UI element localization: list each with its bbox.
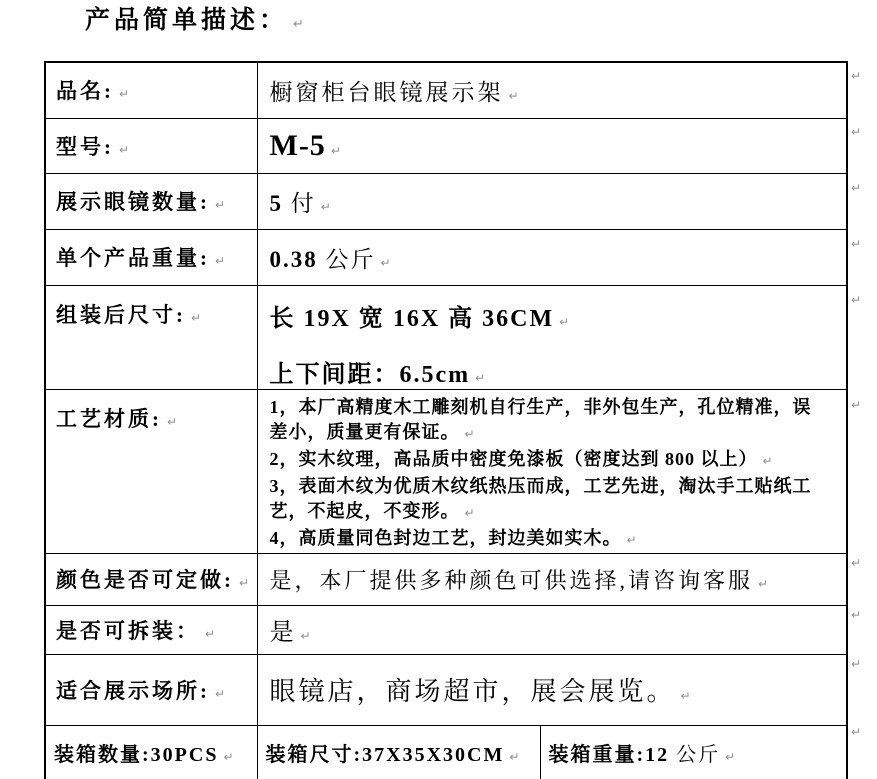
paragraph-mark-icon: ↵ (119, 87, 130, 102)
paragraph-mark-icon: ↵ (215, 686, 226, 701)
spec-value-unit-weight: 0.38 公斤 ↵ (257, 229, 847, 285)
spec-label-display-quantity: 展示眼镜数量: ↵ (45, 173, 257, 229)
product-spec-table (44, 61, 848, 779)
spec-label-unit-weight: 单个产品重量: ↵ (45, 229, 257, 285)
spec-value-display-venue: 眼镜店，商场超市，展会展览。 ↵ (257, 654, 847, 725)
spec-label-detachable: 是否可拆装： ↵ (45, 605, 257, 654)
row-end-mark-icon: ↵ (851, 237, 862, 251)
assembled-size-line1: 长 19X 宽 16X 高 36CM ↵ (269, 305, 570, 332)
page-title-text: 产品简单描述： (85, 7, 289, 34)
paragraph-mark-icon: ↵ (330, 143, 341, 158)
table-row (45, 118, 847, 173)
craft-line: 艺，不起皮，不变形。 ↵ (269, 500, 475, 521)
paragraph-mark-icon: ↵ (239, 576, 250, 590)
spec-label-color-customizable: 颜色是否可定做: ↵ (45, 553, 257, 605)
table-row (45, 654, 847, 725)
packing-quantity-cell: 装箱数量:30PCS ↵ (45, 725, 257, 779)
packing-size-cell: 装箱尺寸:37X35X30CM ↵ (257, 725, 540, 779)
paragraph-mark-icon: ↵ (205, 626, 216, 641)
packing-weight-cell: 装箱重量:12 公斤 ↵ (540, 725, 847, 779)
paragraph-mark-icon: ↵ (559, 314, 570, 329)
paragraph-mark-icon: ↵ (725, 750, 736, 765)
spec-label-assembled-size: 组装后尺寸: ↵ (45, 285, 257, 389)
paragraph-mark-icon: ↵ (509, 750, 520, 765)
table-row (45, 389, 847, 553)
spec-value-assembled-size (257, 285, 847, 389)
row-end-mark-icon: ↵ (851, 181, 862, 195)
paragraph-mark-icon: ↵ (300, 629, 311, 643)
paragraph-mark-icon: ↵ (380, 255, 391, 270)
paragraph-mark-icon: ↵ (680, 689, 691, 703)
assembled-size-line2: 上下间距：6.5cm ↵ (269, 361, 486, 388)
row-end-mark-icon: ↵ (851, 608, 862, 622)
spec-label-display-venue: 适合展示场所: ↵ (45, 654, 257, 725)
paragraph-mark-icon: ↵ (215, 198, 226, 212)
table-row (45, 285, 847, 389)
row-end-mark-icon: ↵ (851, 398, 862, 412)
table-row (45, 605, 847, 654)
spec-value-detachable: 是 ↵ (257, 605, 847, 654)
paragraph-mark-icon: ↵ (320, 199, 331, 214)
paragraph-mark-icon: ↵ (464, 505, 475, 520)
spec-value-craft-material (257, 389, 847, 553)
row-end-mark-icon: ↵ (851, 725, 862, 739)
paragraph-mark-icon: ↵ (762, 453, 773, 468)
craft-line: 2，实木纹理，高品质中密度免漆板（密度达到 800 以上） ↵ (269, 448, 773, 469)
spec-value-color-customizable: 是，本厂提供多种颜色可供选择,请咨询客服 ↵ (257, 553, 847, 605)
spec-value-model: M-5 ↵ (257, 118, 847, 173)
table-row (45, 725, 847, 779)
paragraph-mark-icon: ↵ (464, 426, 475, 441)
paragraph-mark-icon: ↵ (626, 532, 637, 547)
table-row (45, 62, 847, 118)
spec-label-craft-material: 工艺材质: ↵ (45, 389, 257, 553)
spec-label-product-name: 品名: ↵ (45, 62, 257, 118)
paragraph-mark-icon: ↵ (119, 142, 130, 157)
paragraph-mark-icon: ↵ (475, 370, 486, 385)
paragraph-mark-icon: ↵ (758, 576, 769, 591)
table-row (45, 229, 847, 285)
row-end-mark-icon: ↵ (851, 125, 862, 139)
table-row (45, 553, 847, 605)
spec-value-display-quantity: 5 付 ↵ (257, 173, 847, 229)
row-end-mark-icon: ↵ (851, 293, 862, 307)
craft-line: 差小，质量更有保证。 ↵ (269, 421, 475, 442)
spec-label-model: 型号: ↵ (45, 118, 257, 173)
craft-line: 1，本厂高精度木工雕刻机自行生产，非外包生产，孔位精准，误 (269, 396, 812, 417)
paragraph-mark-icon: ↵ (508, 88, 519, 103)
paragraph-mark-icon: ↵ (191, 310, 202, 325)
paragraph-mark-icon: ↵ (167, 414, 178, 429)
paragraph-mark-icon: ↵ (223, 750, 234, 765)
page-title (85, 0, 304, 36)
row-end-mark-icon: ↵ (851, 69, 862, 83)
row-end-mark-icon: ↵ (851, 556, 862, 570)
row-end-mark-icon: ↵ (851, 657, 862, 671)
paragraph-mark-icon: ↵ (293, 17, 304, 32)
craft-line: 4，高质量同色封边工艺，封边美如实木。 ↵ (269, 527, 637, 548)
table-row (45, 173, 847, 229)
craft-line: 3，表面木纹为优质木纹纸热压而成，工艺先进，淘汰手工贴纸工 (269, 475, 812, 496)
paragraph-mark-icon: ↵ (215, 254, 226, 268)
spec-value-product-name: 橱窗柜台眼镜展示架 ↵ (257, 62, 847, 118)
